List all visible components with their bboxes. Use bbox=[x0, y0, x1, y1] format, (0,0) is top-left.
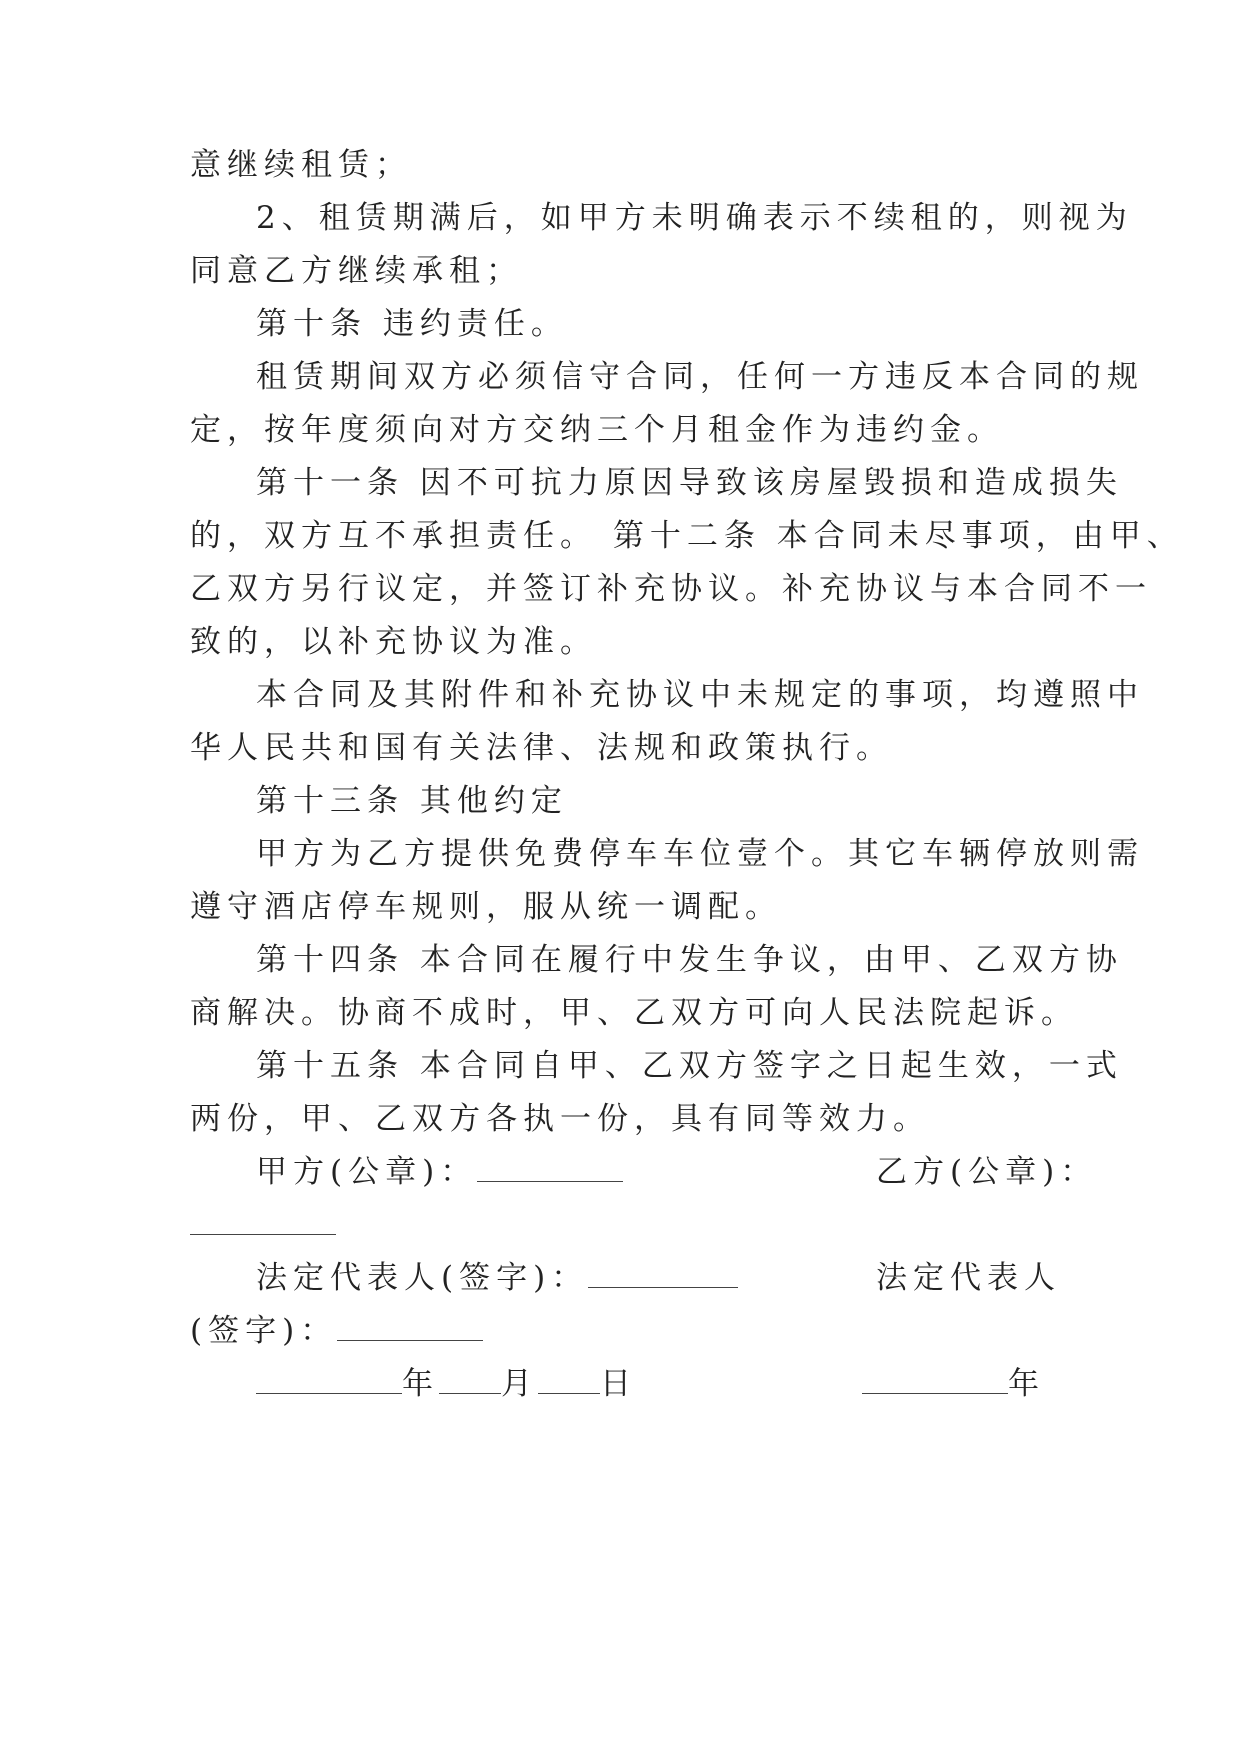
day-label: 日 bbox=[600, 1366, 637, 1402]
paragraph-line: 同意乙方继续承租； bbox=[190, 253, 523, 289]
month-label: 月 bbox=[501, 1366, 538, 1402]
year-label: 年 bbox=[1008, 1366, 1045, 1402]
paragraph-line: 租赁期间双方必须信守合同，任何一方违反本合同的规 bbox=[256, 359, 1144, 395]
party-a-seal-blank bbox=[477, 1151, 623, 1182]
party-a-date-line bbox=[256, 1362, 637, 1406]
party-a-rep-line bbox=[256, 1256, 738, 1300]
party-a-rep-label: 法定代表人(签字)： bbox=[256, 1260, 589, 1296]
party-b-year-blank bbox=[862, 1363, 1008, 1394]
paragraph-line: 致的，以补充协议为准。 bbox=[190, 624, 597, 660]
paragraph-line: 乙双方另行议定，并签订补充协议。补充协议与本合同不一 bbox=[190, 571, 1152, 607]
paragraph-line: 两份，甲、乙双方各执一份，具有同等效力。 bbox=[190, 1101, 930, 1137]
article-heading: 第十三条 其他约定 bbox=[256, 783, 568, 819]
year-label: 年 bbox=[402, 1366, 439, 1402]
paragraph-line: 华人民共和国有关法律、法规和政策执行。 bbox=[190, 730, 893, 766]
party-a-day-blank bbox=[538, 1363, 600, 1394]
party-b-seal-blank bbox=[190, 1204, 336, 1235]
party-b-rep-label: 法定代表人 bbox=[876, 1260, 1061, 1296]
party-b-seal-label: 乙方(公章)： bbox=[876, 1154, 1098, 1190]
paragraph-line: 商解决。协商不成时，甲、乙双方可向人民法院起诉。 bbox=[190, 995, 1078, 1031]
paragraph-line: 2、租赁期满后，如甲方未明确表示不续租的，则视为 bbox=[256, 200, 1133, 236]
party-b-rep-line bbox=[190, 1309, 483, 1353]
party-b-rep-blank bbox=[337, 1310, 483, 1341]
party-a-seal-label: 甲方(公章)： bbox=[256, 1154, 478, 1190]
paragraph-line: 甲方为乙方提供免费停车车位壹个。其它车辆停放则需 bbox=[256, 836, 1144, 872]
paragraph-line: 本合同及其附件和补充协议中未规定的事项，均遵照中 bbox=[256, 677, 1144, 713]
party-a-seal-line bbox=[256, 1150, 623, 1194]
paragraph-line: 遵守酒店停车规则，服从统一调配。 bbox=[190, 889, 782, 925]
paragraph-line: 第十四条 本合同在履行中发生争议，由甲、乙双方协 bbox=[256, 942, 1123, 978]
article-heading: 第十条 违约责任。 bbox=[256, 306, 568, 342]
paragraph-line: 定，按年度须向对方交纳三个月租金作为违约金。 bbox=[190, 412, 1004, 448]
party-a-year-blank bbox=[256, 1363, 402, 1394]
paragraph-line: 意继续租赁； bbox=[190, 147, 412, 183]
paragraph-line: 第十一条 因不可抗力原因导致该房屋毁损和造成损失 bbox=[256, 465, 1123, 501]
party-b-rep-sign-label: (签字)： bbox=[190, 1313, 338, 1349]
party-a-rep-blank bbox=[588, 1257, 738, 1288]
paragraph-line: 的，双方互不承担责任。 第十二条 本合同未尽事项，由甲、 bbox=[190, 518, 1184, 554]
party-b-seal-line bbox=[190, 1203, 336, 1247]
party-a-month-blank bbox=[439, 1363, 501, 1394]
paragraph-line: 第十五条 本合同自甲、乙双方签字之日起生效，一式 bbox=[256, 1048, 1123, 1084]
party-b-date-line bbox=[862, 1362, 1045, 1406]
